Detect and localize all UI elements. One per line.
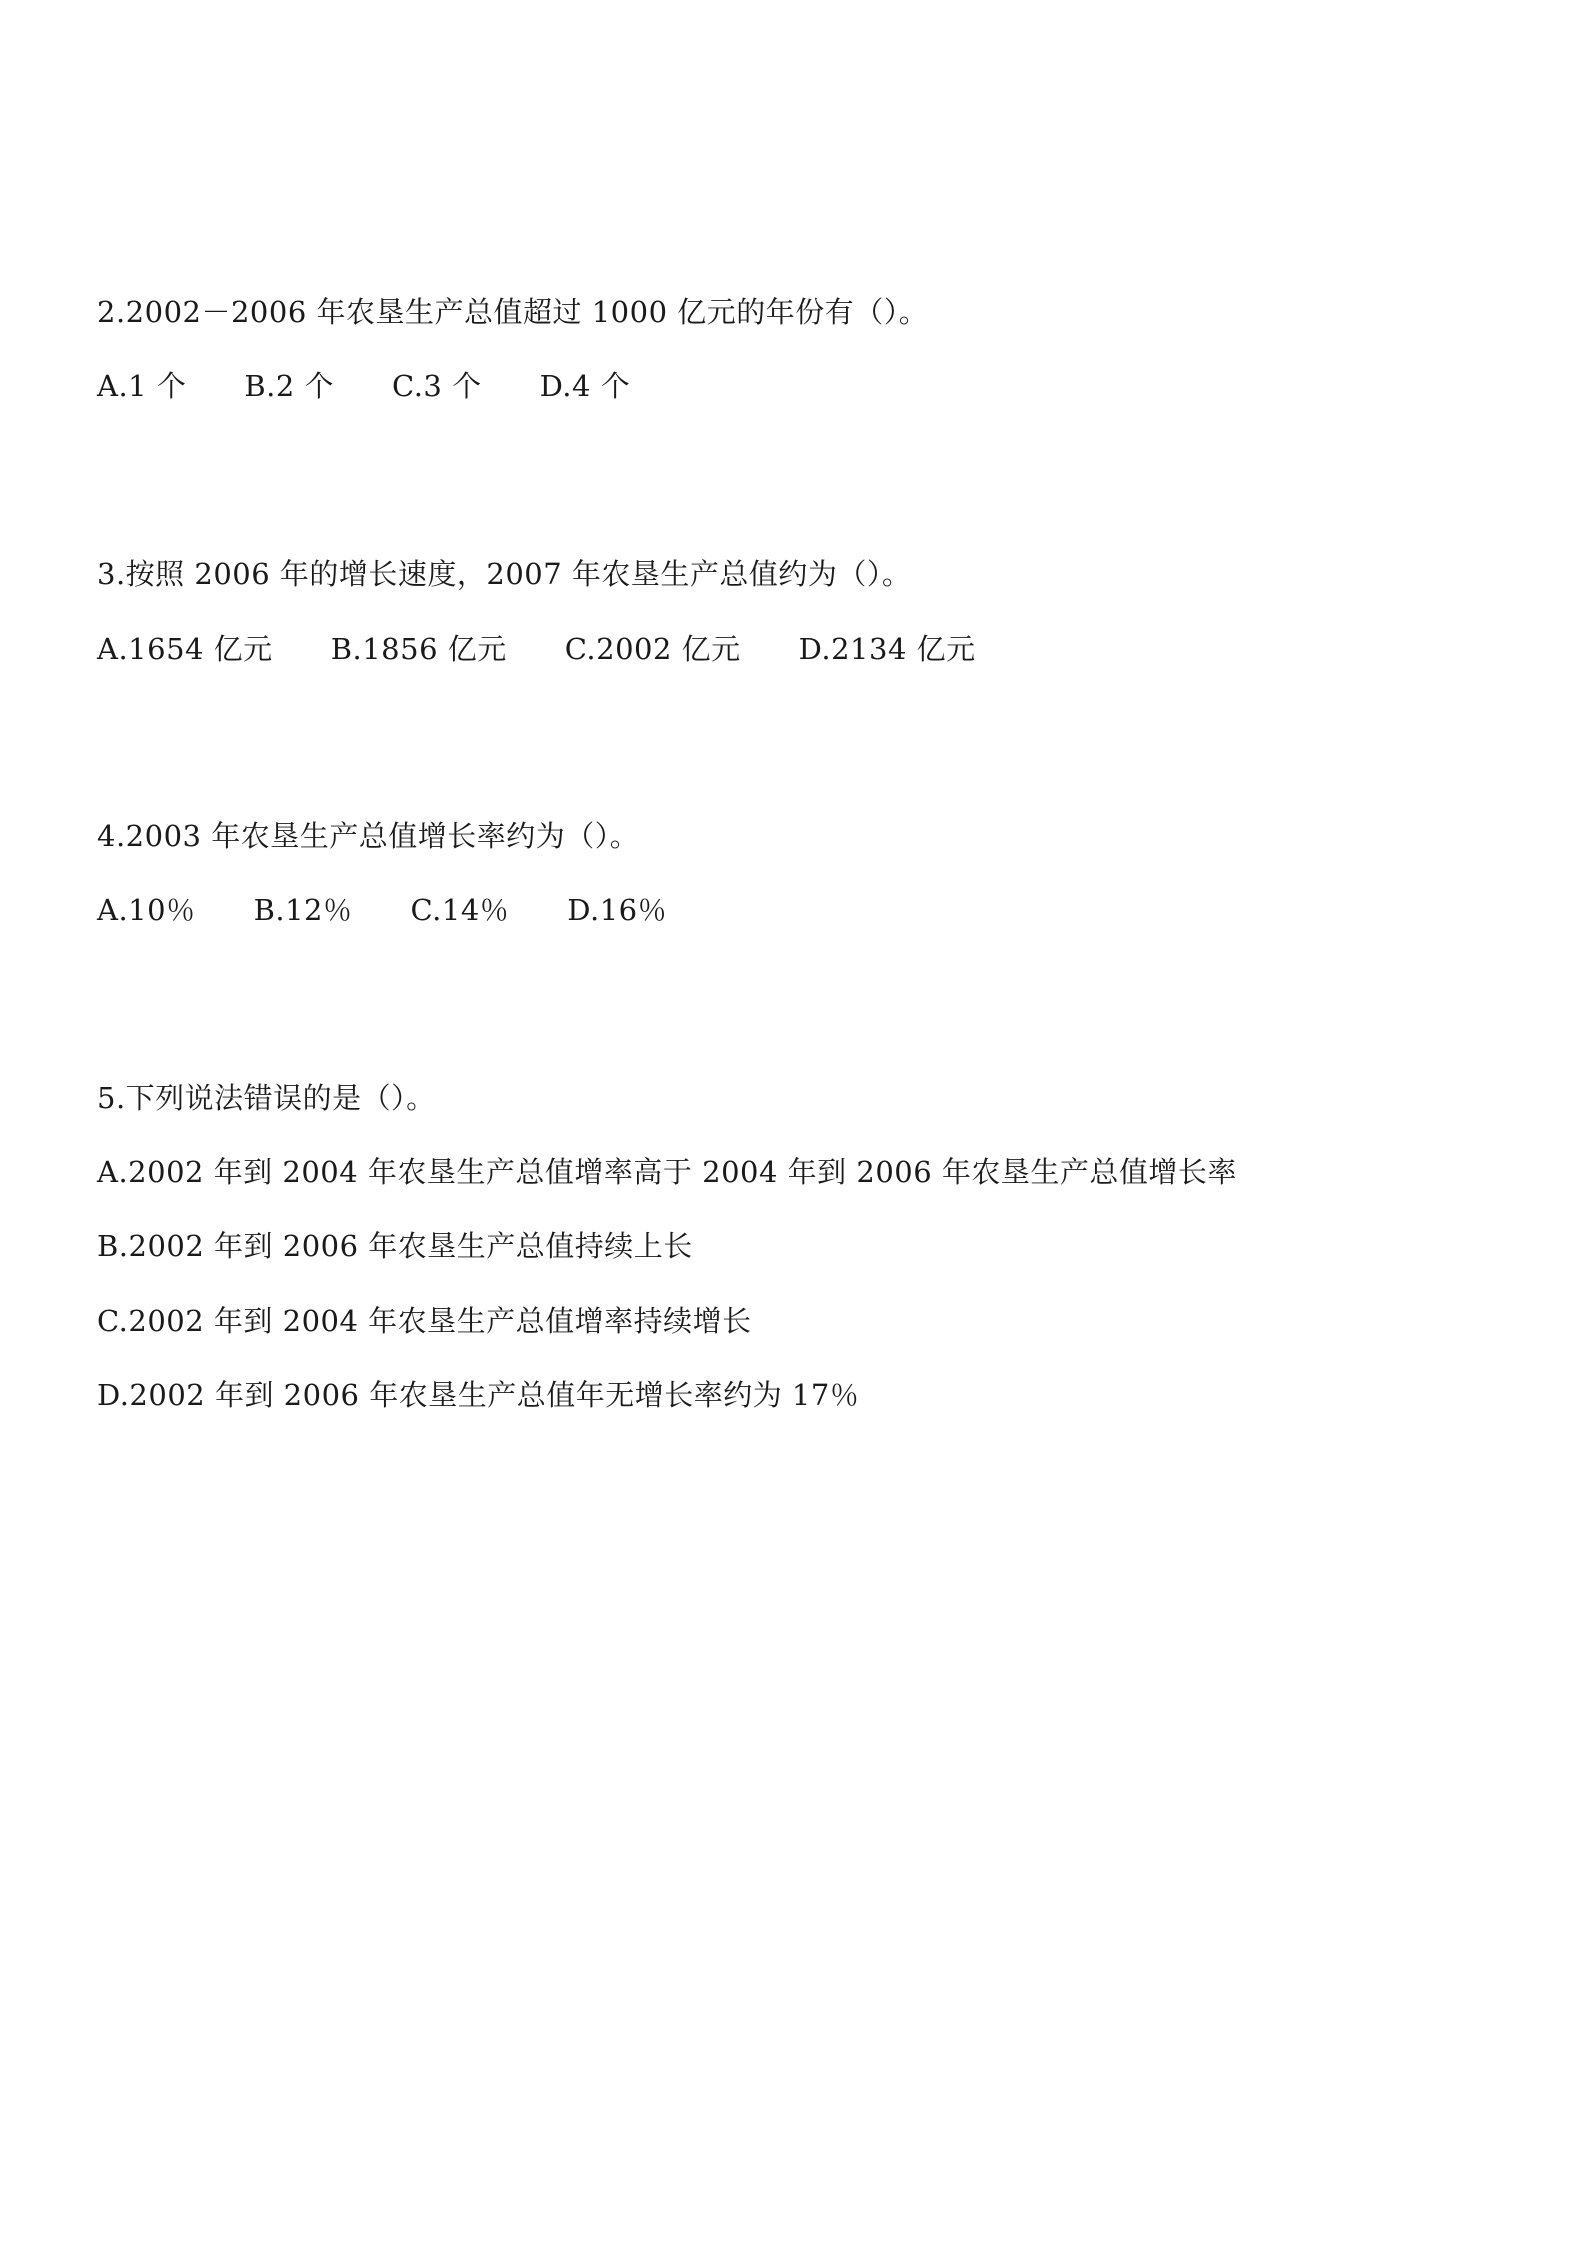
question-3-options — [97, 629, 976, 669]
question-2-option-c: C.3 个 — [392, 369, 482, 403]
question-4-option-d: D.16％ — [567, 893, 668, 927]
question-2-stem: 2.2002－2006 年农垦生产总值超过 1000 亿元的年份有（）。 — [97, 295, 929, 329]
question-3-option-c: C.2002 亿元 — [564, 632, 741, 666]
question-4-stem: 4.2003 年农垦生产总值增长率约为（）。 — [97, 819, 640, 853]
question-3-option-d: D.2134 亿元 — [798, 632, 976, 666]
question-5-stem: 5.下列说法错误的是（）。 — [97, 1081, 436, 1115]
question-3-option-a: A.1654 亿元 — [97, 632, 273, 666]
question-4-option-a: A.10％ — [97, 893, 196, 927]
question-4-option-b: B.12％ — [253, 893, 353, 927]
question-3-stem: 3.按照 2006 年的增长速度，2007 年农垦生产总值约为（）。 — [97, 557, 912, 591]
question-4-options — [97, 890, 667, 930]
question-2-option-b: B.2 个 — [244, 369, 335, 403]
question-2-options — [97, 366, 630, 406]
question-5-option-a: A.2002 年到 2004 年农垦生产总值增率高于 2004 年到 2006 年农垦生产总值增长率 — [97, 1155, 1237, 1189]
question-2-option-d: D.4 个 — [539, 369, 631, 403]
question-2-option-a: A.1 个 — [97, 369, 187, 403]
question-5-option-d: D.2002 年到 2006 年农垦生产总值年无增长率约为 17％ — [97, 1378, 860, 1412]
question-3-option-b: B.1856 亿元 — [330, 632, 507, 666]
question-4-option-c: C.14％ — [410, 893, 510, 927]
question-5-option-b: B.2002 年到 2006 年农垦生产总值持续上长 — [97, 1229, 693, 1263]
question-5-option-c: C.2002 年到 2004 年农垦生产总值增率持续增长 — [97, 1304, 752, 1338]
